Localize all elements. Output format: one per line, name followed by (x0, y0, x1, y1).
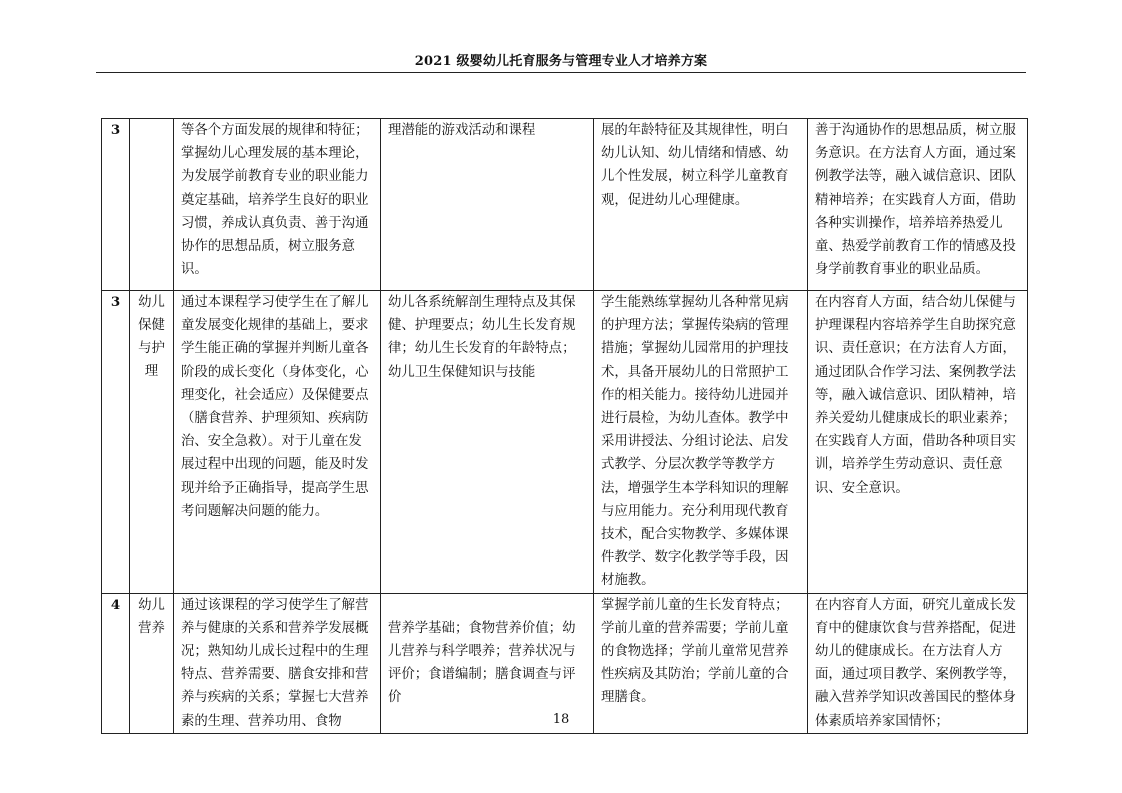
document-header-title: 2021 级婴幼儿托育服务与管理专业人才培养方案 (414, 54, 708, 69)
course-number: 3 (102, 119, 130, 291)
course-number: 4 (102, 593, 130, 733)
course-number: 3 (102, 291, 130, 594)
course-name (130, 291, 174, 594)
course-objectives-text: 通过本课程学习使学生在了解儿童发展变化规律的基础上，要求学生能正确的掌握并判断儿童各阶段的成长变化（身体变化，心理变化，社会适应）及保健要点（膳食营养、护理须知、疾病防治、安全急救）。对于儿童在发展过程中出现的问题，能及时发现并给予正确指导，提高学生思考问题解决问题的能力。 (181, 295, 369, 519)
course-content-text: 幼儿各系统解剖生理特点及其保健、护理要点；幼儿生长发育规律；幼儿生长发育的年龄特点；幼儿卫生保健知识与技能 (388, 295, 576, 380)
teaching-requirements-text: 展的年龄特征及其规律性，明白幼儿认知、幼儿情绪和情感、幼儿个性发展，树立科学儿童教育观，促进幼儿心理健康。 (601, 123, 789, 208)
course-objectives (174, 119, 381, 291)
teaching-requirements (594, 119, 808, 291)
ideological-education-text: 在内容育人方面，结合幼儿保健与护理课程内容培养学生自助探究意识、责任意识；在方法育人方面，通过团队合作学习法、案例教学法等，融入诚信意识、团队精神，培养关爱幼儿健康成长的职业素养；在实践育人方面，借助各种项目实训，培养学生劳动意识、责任意识、安全意识。 (815, 295, 1016, 496)
course-name (130, 119, 174, 291)
teaching-requirements (594, 291, 808, 594)
course-content-text: 营养学基础；食物营养价值；幼儿营养与科学喂养；营养状况与评价；食谱编制；膳食调查与评价 (388, 620, 576, 706)
table-row (102, 119, 1028, 291)
course-name-text: 幼儿保健与护理 (138, 295, 165, 379)
ideological-education-text: 在内容育人方面，研究儿童成长发育中的健康饮食与营养搭配，促进幼儿的健康成长。在方法育人方面，通过项目教学、案例教学等，融入营养学知识改善国民的整体身体素质培养家国情怀； (815, 597, 1016, 729)
course-objectives-text: 通过该课程的学习使学生了解营养与健康的关系和营养学发展概况；熟知幼儿成长过程中的生理特点、营养需要、膳食安排和营养与疾病的关系；掌握七大营养素的生理、营养功用、食物 (181, 597, 369, 729)
course-objectives-text: 等各个方面发展的规律和特征；掌握幼儿心理发展的基本理论，为发展学前教育专业的职业能力奠定基础，培养学生良好的职业习惯，养成认真负责、善于沟通协作的思想品质，树立服务意识。 (181, 123, 369, 278)
course-content (381, 291, 594, 594)
page-number: 18 (552, 712, 570, 727)
curriculum-table (101, 118, 1028, 734)
ideological-education (808, 119, 1028, 291)
ideological-education-text: 善于沟通协作的思想品质，树立服务意识。在方法育人方面，通过案例教学法等，融入诚信意识、团队精神培养；在实践育人方面，借助各种实训操作，培养培养热爱儿童、热爱学前教育工作的情感及投身学前教育事业的职业品质。 (815, 123, 1016, 278)
header-divider (96, 72, 1026, 73)
course-objectives (174, 291, 381, 594)
ideological-education (808, 291, 1028, 594)
table-row (102, 291, 1028, 594)
teaching-requirements-text: 掌握学前儿童的生长发育特点；学前儿童的营养需要；学前儿童的食物选择；学前儿童常见营养性疾病及其防治；学前儿童的合理膳食。 (601, 597, 789, 706)
course-content (381, 119, 594, 291)
teaching-requirements-text: 学生能熟练掌握幼儿各种常见病的护理方法；掌握传染病的管理措施；掌握幼儿园常用的护理技术，具备开展幼儿的日常照护工作的相关能力。接待幼儿进园并进行晨检，为幼儿查体。教学中采用讲授法、分组讨论法、启发式教学、分层次教学等教学方法，增强学生本学科知识的理解与应用能力。充分利用现代教育技术，配合实物教学、多媒体课件教学、数字化教学等手段，因材施教。 (601, 295, 789, 589)
course-content-text: 理潜能的游戏活动和课程 (388, 123, 536, 138)
course-name-text: 幼儿营养 (138, 597, 165, 636)
